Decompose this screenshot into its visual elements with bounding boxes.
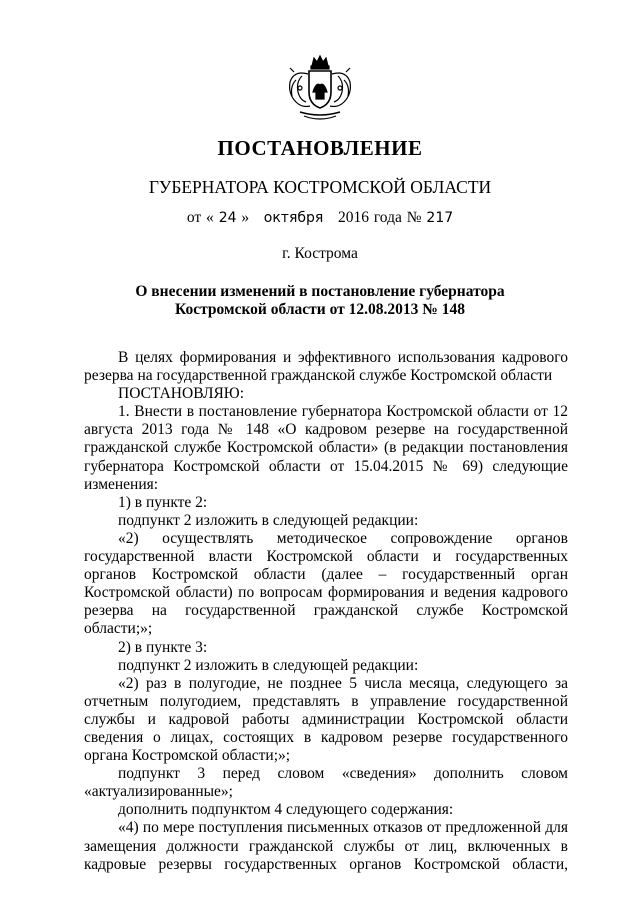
subject-line-1: О внесении изменений в постановление губернатора (135, 283, 505, 300)
document-subtitle: ГУБЕРНАТОРА КОСТРОМСКОЙ ОБЛАСТИ (148, 177, 492, 197)
body-paragraph: 1. Внести в постановление губернатора Костромской области от 12 августа 2013 года № 148 «О кадровом резерве на государственной гражданской службе Костромской области» (в редакции постановления губернатора Костромской области от 15.04.2015 № 69) следующие изменения: (84, 403, 568, 493)
document-number: 217 (426, 210, 454, 226)
date-year: 2016 года № (337, 209, 422, 226)
body-paragraph: подпункт 3 перед словом «сведения» дополнить словом «актуализированные»; (84, 765, 568, 801)
date-month: октября (263, 210, 324, 226)
body-paragraph: «2) осуществлять методическое сопровождение органов государственной власти Костромской области и государственных органов Костромской области (далее – государственный орган Костромской области) по вопросам формирования и ведения кадрового резерва на государственной гражданской службе Костромской области;»; (84, 529, 568, 638)
document-title: ПОСТАНОВЛЕНИЕ (217, 136, 423, 160)
date-prefix: от « (186, 209, 214, 226)
coat-of-arms-icon (276, 52, 364, 124)
body-paragraph: 2) в пункте 3: (118, 638, 208, 656)
body-paragraph: дополнить подпунктом 4 следующего содержания: (118, 801, 454, 819)
subject-line-2: Костромской области от 12.08.2013 № 148 (175, 301, 465, 318)
document-subject (0, 283, 640, 319)
body-paragraph: В целях формирования и эффективного использования кадрового резерва на государственной гражданской службе Костромской области (84, 349, 568, 385)
date-day: 24 (218, 210, 237, 226)
date-mid: » (241, 209, 250, 226)
body-paragraph: 1) в пункте 2: (118, 493, 208, 511)
document-dateline (0, 209, 640, 227)
document-body (84, 349, 568, 874)
body-paragraph: подпункт 2 изложить в следующей редакции: (118, 511, 419, 529)
body-paragraph: подпункт 2 изложить в следующей редакции: (118, 656, 419, 674)
body-paragraph: «2) раз в полугодие, не позднее 5 числа месяца, следующего за отчетным полугодием, представлять в управление государственной службы и кадровой работы администрации Костромской области сведения о лицах, состоящих в кадровом резерве государственного органа Костромской области;»; (84, 674, 568, 765)
body-paragraph: ПОСТАНОВЛЯЮ: (118, 385, 245, 403)
document-city: г. Кострома (282, 245, 358, 262)
body-paragraph: «4) по мере поступления письменных отказов от предложенной для замещения должности гражданской службы от лиц, включенных в кадровые резервы государственных органов Костромской области, (84, 819, 568, 873)
